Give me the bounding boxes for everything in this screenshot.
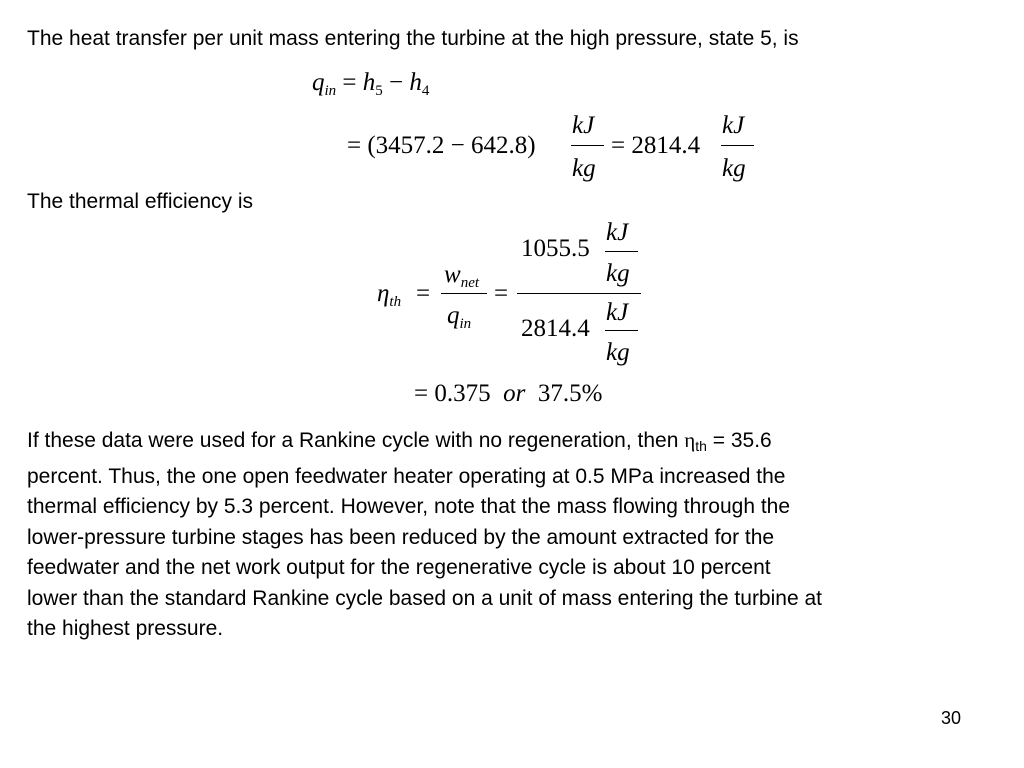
main-fraction-bar [517,293,641,294]
minus-sign: − [389,69,404,96]
eta-unit-fraction-bar-2 [605,330,638,331]
equals-sign-1: = [416,280,431,307]
qin-denominator: $q_{in}$ [447,302,472,332]
eta-result-value: = 0.375 [414,380,491,407]
h4-symbol: h [409,69,422,96]
eta-result [414,381,602,406]
efficiency-intro-text: The thermal efficiency is [27,190,254,213]
page-number: 30 [940,708,961,728]
h5-symbol: h [362,69,376,96]
wnet-value: 1055.5 [521,235,590,262]
qin-substitution: = (3457.2 − 642.8) [347,132,536,159]
qin-unit-numerator-2: kJ [722,112,745,139]
eta-subscript: th [389,294,402,310]
intro-text: The heat transfer per unit mass entering the turbine at the high pressure, state 5, is [27,27,799,50]
qin-symbol: q [312,69,325,96]
eta-unit-denominator-1: kg [606,260,630,287]
conclusion-line-3: thermal efficiency by 5.3 percent. However, note that the mass flowing through the [27,495,791,518]
eta-result-or: or [503,380,526,407]
qin-value: 2814.4 [521,315,590,342]
conclusion-line-1: If these data were used for a Rankine cycle with no regeneration, then $\eta_{th} = 35.6$ [27,428,772,454]
qin-unit-fraction-bar-1 [571,145,604,146]
conclusion-line-2: percent. Thus, the one open feedwater heater operating at 0.5 MPa increased the [27,464,786,488]
qin-unit-numerator-1: kJ [572,112,595,139]
eta-result-percent: 37.5% [537,380,603,407]
conclusion-text [27,425,822,645]
eta-unit-denominator-2: kg [606,339,630,366]
conclusion-line-5: feedwater and the net work output for the regenerative cycle is about 10 percent [27,556,771,579]
eta-unit-numerator-2: kJ [606,299,629,326]
equals-sign: = [342,69,357,96]
equals-sign-2: = [494,280,509,307]
eta-th-lhs [377,281,401,310]
conclusion-line-4: lower-pressure turbine stages has been reduced by the amount extracted for the [27,525,775,549]
eta-inline: η [684,428,696,452]
wnet-numerator: $w_{net}$ [444,261,480,291]
conclusion-line-7: the highest pressure. [27,617,224,640]
h4-subscript: 4 [421,83,430,99]
qin-unit-denominator-2: kg [722,155,746,182]
conclusion-line-6: lower than the standard Rankine cycle based on a unit of mass entering the turbine at [27,586,822,610]
eta-inline-subscript: th [695,438,707,454]
qin-subscript: in [324,83,337,99]
eta-symbol: η [377,280,390,307]
eta-unit-fraction-bar-1 [605,251,638,252]
h5-subscript: 5 [375,83,383,99]
qin-result: = 2814.4 [611,132,701,159]
qin-unit-denominator-1: kg [572,155,596,182]
qin-unit-fraction-bar-2 [721,145,754,146]
eta-unit-numerator-1: kJ [606,219,629,246]
qin-definition [312,70,429,99]
wnet-qin-fraction-bar [441,293,487,294]
